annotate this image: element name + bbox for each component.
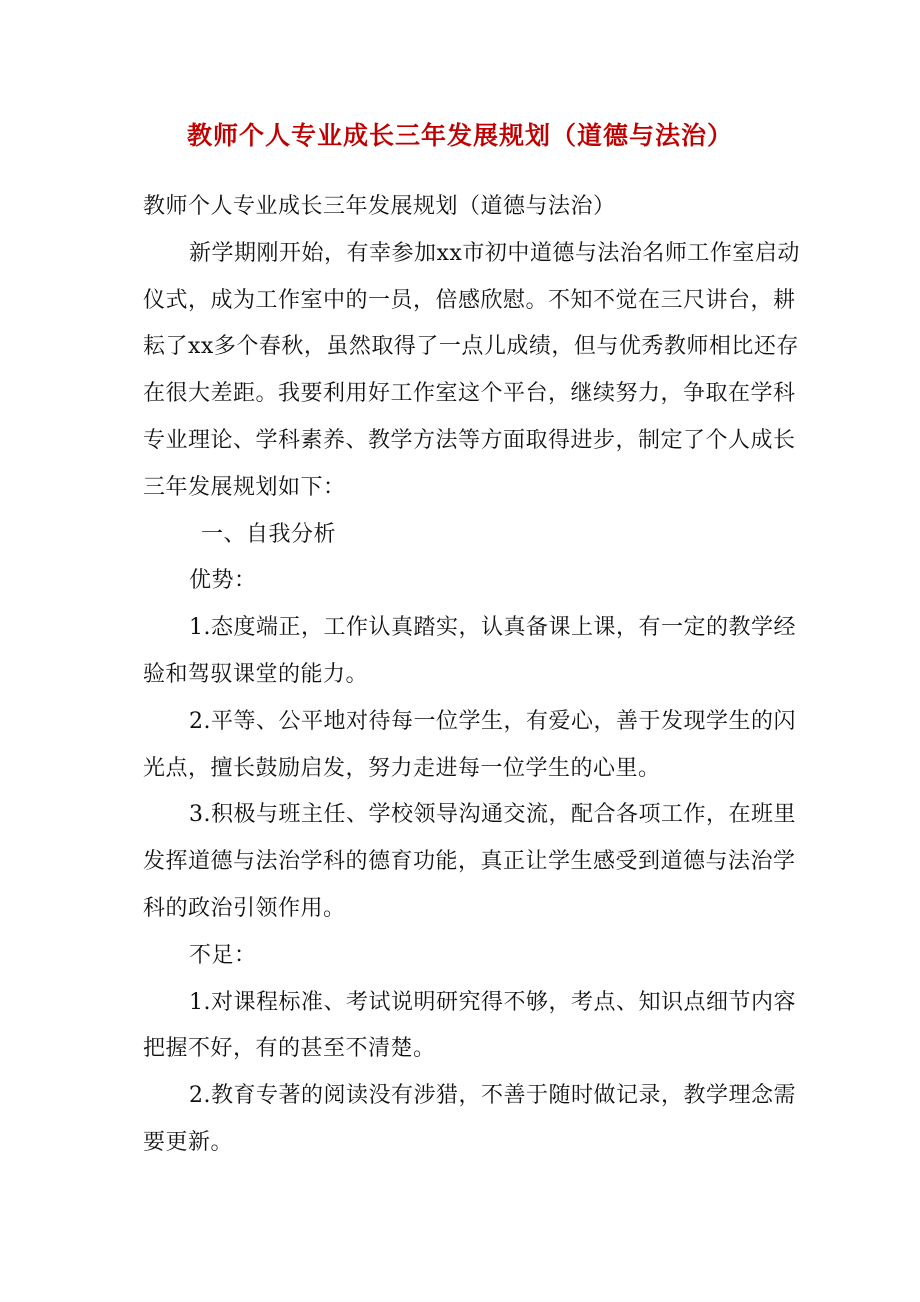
weakness-item-1: 1.对课程标准、考试说明研究得不够，考点、知识点细节内容把握不好，有的甚至不清楚。	[143, 989, 796, 1062]
subtitle-paragraph: 教师个人专业成长三年发展规划（道德与法治）	[143, 194, 616, 219]
strengths-label: 优势：	[189, 568, 257, 594]
section-heading-self-analysis: 一、自我分析	[201, 521, 337, 547]
weakness-item-2: 2.教育专著的阅读没有涉猎，不善于随时做记录，教学理念需要更新。	[143, 1083, 796, 1155]
document-body	[143, 184, 803, 1167]
intro-paragraph: 新学期刚开始，有幸参加xx市初中道德与法治名师工作室启动仪式，成为工作室中的一员，倍感欣慰。不知不觉在三尺讲台，耕耘了xx多个春秋，虽然取得了一点儿成绩，但与优秀教师相比还存在很大差距。我要利用好工作室这个平台，继续努力，争取在学科专业理论、学科素养、教学方法等方面取得进步，制定了个人成长三年发展规划如下：	[143, 240, 800, 500]
weaknesses-label: 不足：	[189, 942, 257, 968]
strength-item-2: 2.平等、公平地对待每一位学生，有爱心，善于发现学生的闪光点，擅长鼓励启发，努力走进每一位学生的心里。	[143, 708, 796, 781]
strength-item-1: 1.态度端正，工作认真踏实，认真备课上课，有一定的教学经验和驾驭课堂的能力。	[143, 615, 796, 687]
strength-item-3: 3.积极与班主任、学校领导沟通交流，配合各项工作，在班里发挥道德与法治学科的德育功能，真正让学生感受到道德与法治学科的政治引领作用。	[143, 802, 796, 921]
document-title: 教师个人专业成长三年发展规划（道德与法治）	[186, 121, 733, 150]
